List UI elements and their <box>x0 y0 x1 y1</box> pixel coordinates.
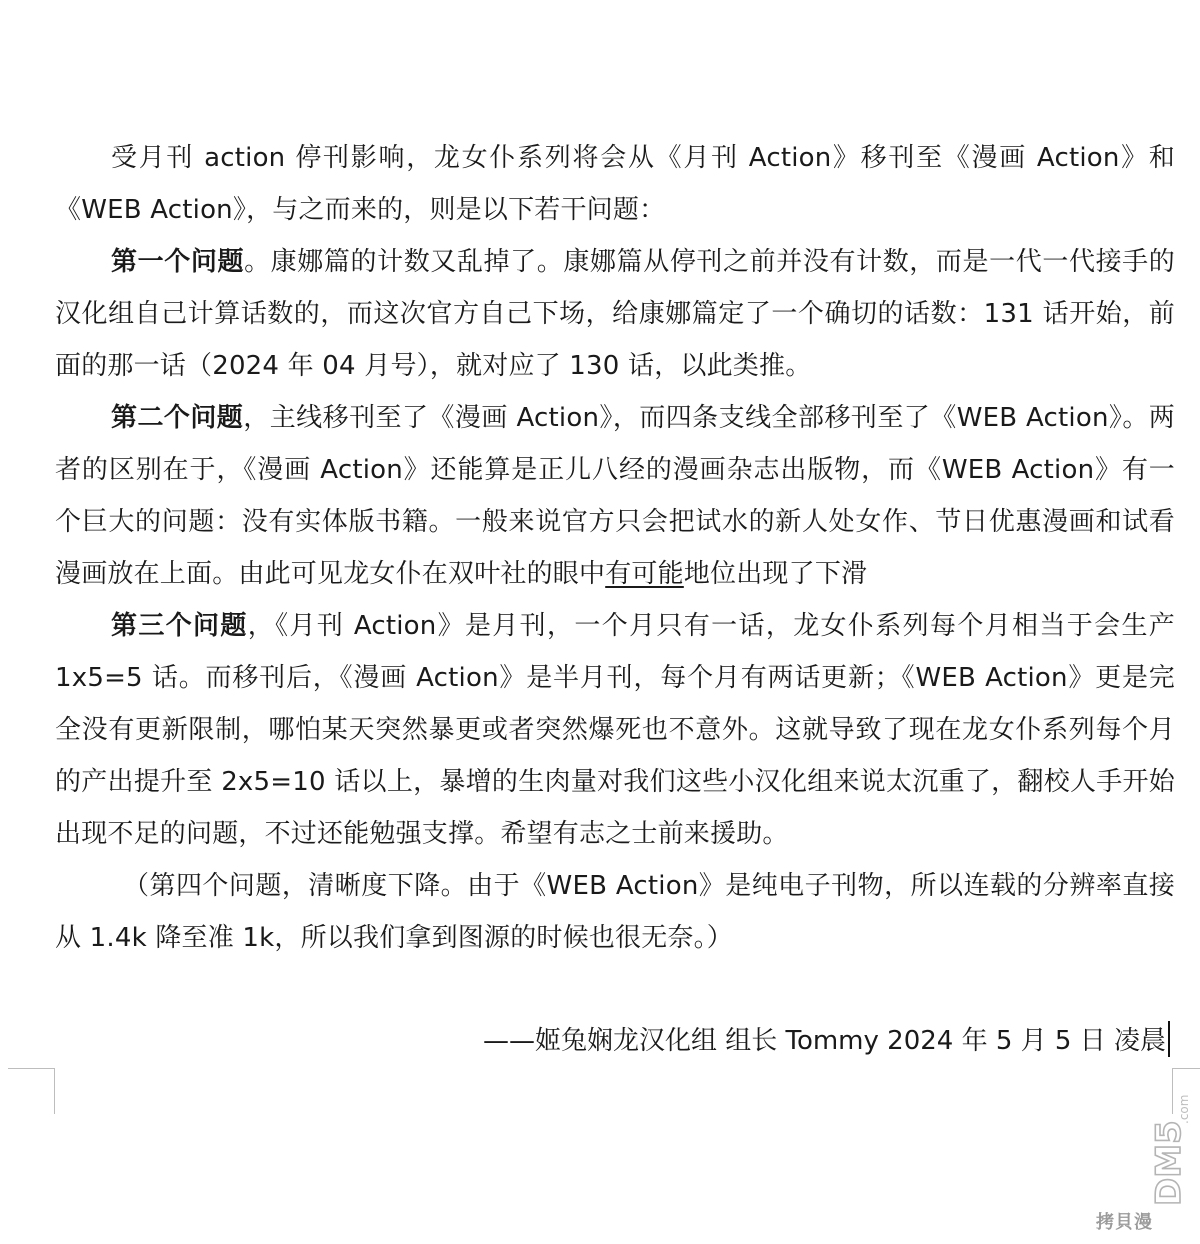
page-corner-mark-left <box>8 1068 54 1069</box>
issue-2-heading: 第二个问题 <box>111 403 244 433</box>
page-corner-mark-right <box>1172 1068 1200 1069</box>
issue-2-body-end: 地位出现了下滑 <box>683 559 868 589</box>
svg-text:.com: .com <box>1177 1094 1191 1124</box>
issue-3-body: ，《月刊 Action》是月刊，一个月只有一话，龙女仆系列每个月相当于会生产 1x5=5 话。而移刊后，《漫画 Action》是半月刊，每个月有两话更新；《WEB Action》更是完全没有更新限制，哪怕某天突然暴更或者突然爆死也不意外。这就导致了现在龙女仆系列每个月的产出提升至 2x5=10 话以上，暴增的生肉量对我们这些小汉化组来说太沉重了，翻校人手开始出现不足的问题，不过还能勉强支撑。希望有志之士前来援助。 <box>55 611 1175 849</box>
svg-text:DM5: DM5 <box>1149 1120 1189 1206</box>
issue-1-heading: 第一个问题 <box>111 247 245 277</box>
page-corner-mark-left-vertical <box>54 1068 55 1114</box>
paragraph-intro: 受月刊 action 停刊影响，龙女仆系列将会从《月刊 Action》移刊至《漫画 Action》和《WEB Action》，与之而来的，则是以下若干问题： <box>55 143 1175 225</box>
issue-1-body: 。康娜篇的计数又乱掉了。康娜篇从停刊之前并没有计数，而是一代一代接手的汉化组自己计算话数的，而这次官方自己下场，给康娜篇定了一个确切的话数：131 话开始，前面的那一话（2024 年 04 月号），就对应了 130 话，以此类推。 <box>55 247 1175 381</box>
text-cursor <box>1168 1021 1170 1057</box>
document-body <box>55 132 1175 964</box>
site-watermark-text: 拷貝漫 <box>1096 1212 1153 1233</box>
paragraph-issue-3 <box>55 600 1175 860</box>
paragraph-issue-2 <box>55 392 1175 600</box>
issue-3-heading: 第三个问题 <box>111 611 248 641</box>
paragraph-issue-4-note: （第四个问题，清晰度下降。由于《WEB Action》是纯电子刊物，所以连载的分辨率直接从 1.4k 降至准 1k，所以我们拿到图源的时候也很无奈。） <box>55 871 1175 953</box>
signature-line <box>483 1015 1170 1067</box>
issue-2-underlined-text: 有可能 <box>605 559 684 589</box>
signature-text: ——姬兔娴龙汉化组 组长 Tommy 2024 年 5 月 5 日 凌晨 <box>482 1026 1166 1056</box>
issue-2-body: ，主线移刊至了《漫画 Action》，而四条支线全部移刊至了《WEB Action》。两者的区别在于，《漫画 Action》还能算是正儿八经的漫画杂志出版物，而《WEB Action》有一个巨大的问题：没有实体版书籍。一般来说官方只会把试水的新人处女作、节日优惠漫画和试看漫画放在上面。由此可见龙女仆在双叶社的眼中 <box>55 403 1175 589</box>
dm5-watermark-logo <box>1140 1078 1196 1208</box>
paragraph-issue-1 <box>55 236 1175 392</box>
